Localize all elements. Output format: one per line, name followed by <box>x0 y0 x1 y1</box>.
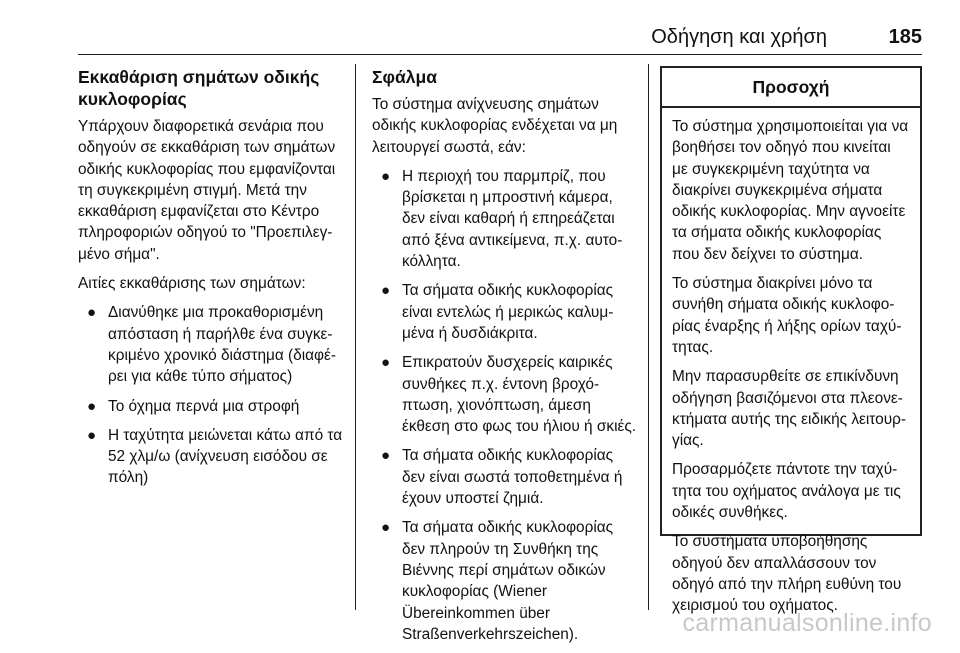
list-item-text: Διανύθηκε μια προκαθορισμένη απόσταση ή παρήλθε ένα συγκεκριμένο χρονικό διάστημα (διαφέρει για κάθε τύπο σήματος) <box>108 304 337 386</box>
list-item <box>372 280 638 344</box>
column-sign-clearing <box>78 66 348 497</box>
list-item <box>78 396 348 417</box>
header-divider <box>78 54 922 55</box>
list-item-text: Τα σήματα οδικής κυκλοφορίας είναι εντελώς ή μερικώς καλυμμένα ή δυσδιάκριτα. <box>402 282 614 342</box>
column-divider <box>648 64 649 610</box>
list-item-text: Η περιοχή του παρμπρίζ, που βρίσκεται η μπροστινή κάμερα, δεν είναι καθαρή ή επηρεάζεται από ξένα αντικείμενα, π.χ. αυτοκόλλητα. <box>402 167 623 271</box>
warning-paragraph: Το συστήματα υποβοήθησης οδηγού δεν απαλλάσσουν τον οδηγό από την πλήρη ευθύνη του χειρισμού του οχήματος. <box>672 533 902 615</box>
warning-paragraph: Προσαρμόζετε πάντοτε την ταχύτητα του οχήματος ανάλογα με τις οδικές συνθήκες. <box>672 461 901 522</box>
bullet-icon: ● <box>87 426 97 444</box>
page-number: 185 <box>888 26 922 48</box>
section-title: Οδήγηση και χρήση <box>651 26 827 48</box>
warning-body <box>662 108 920 617</box>
bullet-icon: ● <box>381 519 391 537</box>
watermark: carmanualsonline.info <box>682 609 932 637</box>
warning-box <box>660 66 922 615</box>
list-item-text: Τα σήματα οδικής κυκλοφορίας δεν είναι σωστά τοποθετημένα ή έχουν υποστεί ζημιά. <box>402 447 623 508</box>
list-item-text: Επικρατούν δυσχερείς καιρικές συνθήκες π.χ. έντονη βροχόπτωση, χιονόπτωση, άμεση έκθεση στο φως του ήλιου ή σκιές. <box>402 354 637 436</box>
page-header <box>78 26 922 50</box>
column-fault <box>372 66 638 653</box>
bullet-icon: ● <box>381 282 391 300</box>
list-item-text: Τα σήματα οδικής κυκλοφορίας δεν πληρούν τη Συνθήκη της Βιέννης περί σημάτων οδικών κυκλοφορίας (Wiener Übereinkommen über Straßenverkehrszeichen). <box>402 519 614 643</box>
warning-paragraph: Μην παρασυρθείτε σε επικίνδυνη οδήγηση βασιζόμενοι στα πλεονεκτήματα αυτής της ειδικής λειτουργίας. <box>672 368 907 450</box>
bullet-icon: ● <box>381 354 391 372</box>
list-item-text: Η ταχύτητα μειώνεται κάτω από τα 52 χλμ/ω (ανίχνευση εισόδου σε πόλη) <box>108 426 343 487</box>
section-heading: Εκκαθάριση σημάτων οδικής κυκλοφορίας <box>78 67 320 109</box>
bullet-list <box>78 302 348 488</box>
list-item <box>372 445 638 509</box>
paragraph: Υπάρχουν διαφορετικά σενάρια που οδηγούν σε εκκαθάριση των σημάτων οδικής κυκλοφορίας που εμφανίζονται τη συγκεκριμένη στιγμή. Μετά την εκκαθάριση εμφανίζεται στο Κέντρο πληροφοριών οδηγού το "Προεπιλεγμένο σήμα". <box>78 118 336 263</box>
bullet-icon: ● <box>87 304 97 322</box>
bullet-icon: ● <box>381 447 391 465</box>
list-item-text: Το όχημα περνά μια στροφή <box>108 397 300 415</box>
bullet-icon: ● <box>381 167 391 185</box>
list-item <box>78 425 348 489</box>
list-item <box>78 302 348 387</box>
warning-paragraph: Το σύστημα χρησιμοποιείται για να βοηθήσει τον οδηγό που κινείται με συγκεκριμένη ταχύτητα να διακρίνει συγκεκριμένα σήματα οδικής κυκλοφορίας. Μην αγνοείτε τα σήματα οδικής κυκλοφορίας που δεν δείχνει το σύστημα. <box>672 118 909 263</box>
column-divider <box>355 64 356 610</box>
warning-title: Προσοχή <box>662 68 920 108</box>
list-item <box>372 352 638 437</box>
warning-paragraph: Το σύστημα διακρίνει μόνο τα συνήθη σήματα οδικής κυκλοφορίας έναρξης ή λήξης ορίων ταχύτητας. <box>672 275 902 356</box>
bullet-list <box>372 166 638 645</box>
section-heading: Σφάλμα <box>372 67 437 87</box>
bullet-icon: ● <box>87 397 97 415</box>
list-item <box>372 166 638 272</box>
paragraph: Το σύστημα ανίχνευσης σημάτων οδικής κυκλοφορίας ενδέχεται να μη λειτουργεί σωστά, εάν: <box>372 96 618 156</box>
paragraph: Αιτίες εκκαθάρισης των σημάτων: <box>78 275 306 293</box>
list-item <box>372 517 638 645</box>
